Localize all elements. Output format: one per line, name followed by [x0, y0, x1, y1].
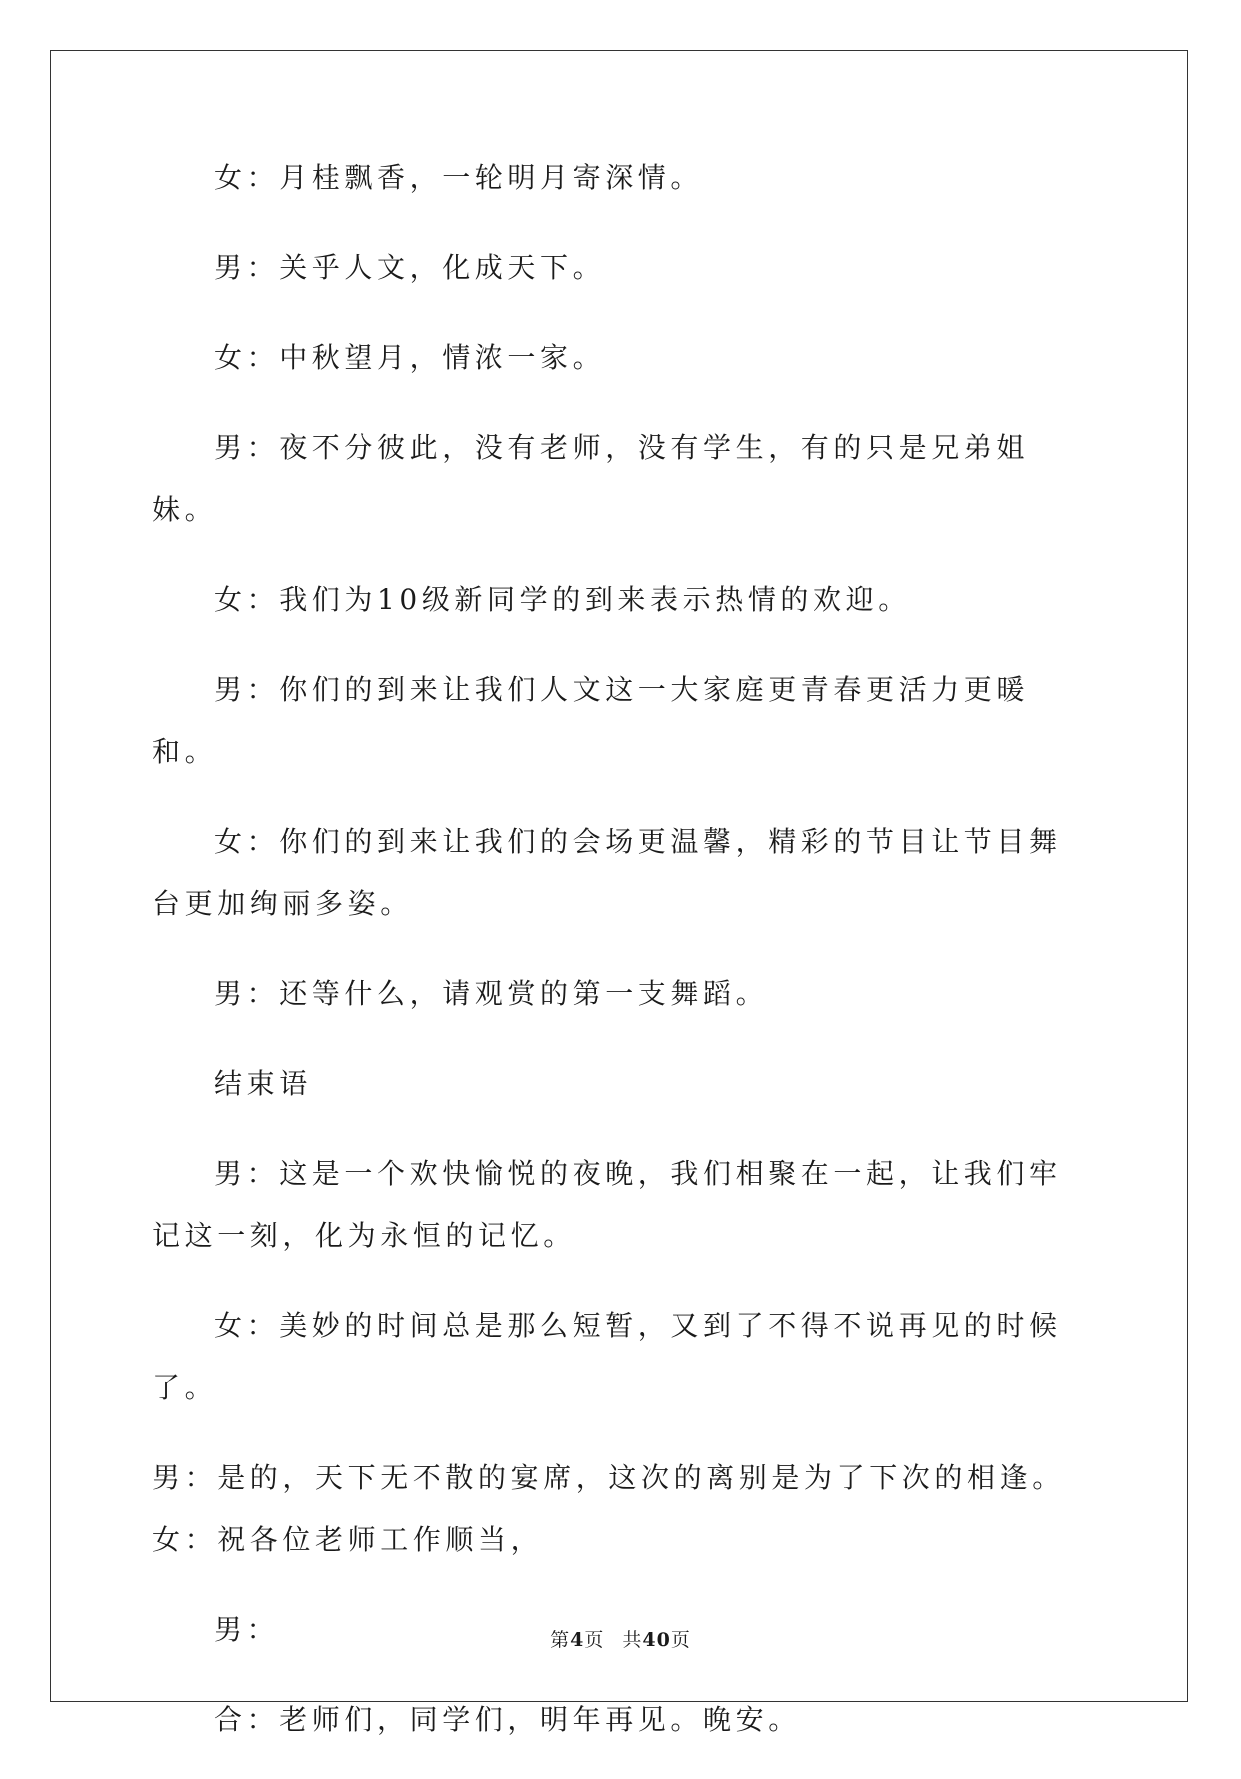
paragraph-14: 合：老师们，同学们，明年再见。晚安。	[214, 1703, 801, 1736]
paragraph-5: 女：我们为10级新同学的到来表示热情的欢迎。	[214, 583, 911, 616]
footer-page-suffix: 页	[584, 1629, 605, 1651]
paragraph-11: 女：美妙的时间总是那么短暂，又到了不得不说再见的时候了。	[152, 1309, 1062, 1404]
footer-total-pages: 40	[642, 1629, 671, 1651]
footer-total-suffix: 页	[670, 1629, 691, 1651]
paragraph-13: 男：	[214, 1613, 280, 1646]
paragraph-8: 男：还等什么，请观赏的第一支舞蹈。	[214, 977, 769, 1010]
paragraph-3: 女：中秋望月，情浓一家。	[214, 341, 606, 374]
paragraph-1: 女：月桂飘香，一轮明月寄深情。	[214, 161, 704, 194]
document-body	[152, 0, 1092, 1779]
paragraph-4: 男：夜不分彼此，没有老师，没有学生，有的只是兄弟姐妹。	[152, 431, 1030, 526]
paragraph-2: 男：关乎人文，化成天下。	[214, 251, 606, 284]
footer-total-prefix: 共	[622, 1629, 643, 1651]
footer-page-number: 4	[570, 1629, 585, 1651]
paragraph-6: 男：你们的到来让我们人文这一大家庭更青春更活力更暖和。	[152, 673, 1030, 768]
paragraph-7: 女：你们的到来让我们的会场更温馨，精彩的节目让节目舞台更加绚丽多姿。	[152, 825, 1062, 920]
paragraph-12: 男：是的，天下无不散的宴席，这次的离别是为了下次的相逢。女：祝各位老师工作顺当，	[152, 1461, 1065, 1556]
section-heading-closing: 结束语	[214, 1067, 312, 1100]
footer-prefix: 第	[550, 1629, 571, 1651]
paragraph-10: 男：这是一个欢快愉悦的夜晚，我们相聚在一起，让我们牢记这一刻，化为永恒的记忆。	[152, 1157, 1062, 1252]
page-footer	[0, 1625, 1241, 1652]
